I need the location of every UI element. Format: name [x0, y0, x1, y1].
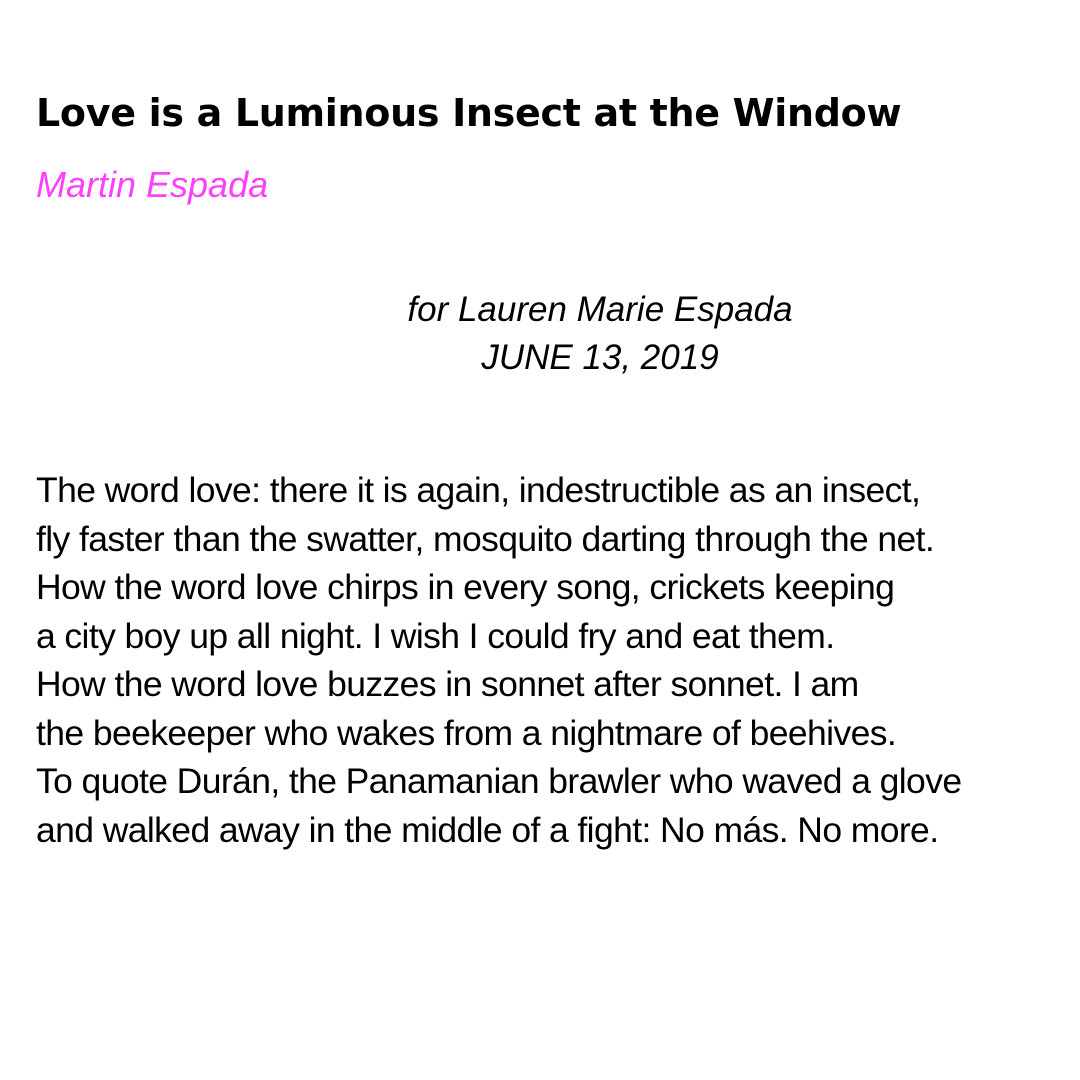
poem-line: The word love: there it is again, indestructible as an insect, — [36, 470, 921, 510]
poem-author: Martin Espada — [36, 164, 269, 205]
poem-line: and walked away in the middle of a fight: No más. No more. — [36, 809, 939, 850]
dedication-date: JUNE 13, 2019 — [481, 338, 719, 377]
dedication-block — [330, 286, 870, 382]
poem-line: the beekeeper who wakes from a nightmare of beehives. — [36, 712, 897, 753]
poem-line: a city boy up all night. I wish I could fry and eat them. — [36, 615, 835, 656]
dedication-line: for Lauren Marie Espada — [407, 290, 793, 329]
poem-title: Love is a Luminous Insect at the Window — [36, 91, 902, 135]
poem-line: How the word love buzzes in sonnet after sonnet. I am — [36, 664, 859, 704]
poem-line: To quote Durán, the Panamanian brawler who waved a glove — [36, 761, 962, 801]
poem-line: fly faster than the swatter, mosquito darting through the net. — [36, 518, 935, 559]
poem-body — [36, 466, 962, 854]
poem-line: How the word love chirps in every song, crickets keeping — [36, 567, 895, 607]
